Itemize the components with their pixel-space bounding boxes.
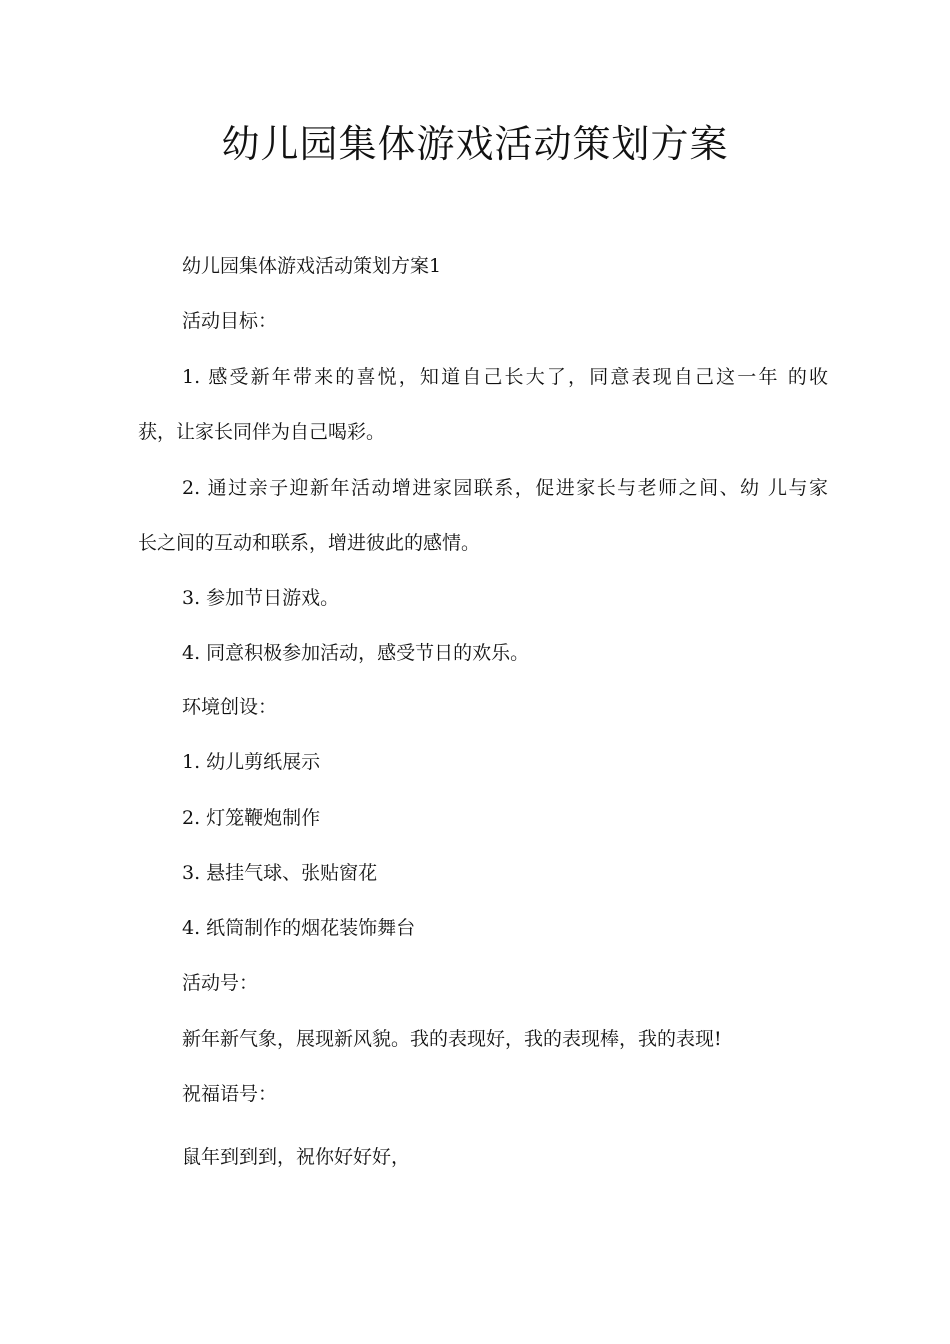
paragraph-line: 活动号：	[182, 972, 259, 994]
paragraph-line: 祝福语号：	[182, 1083, 278, 1105]
paragraph-line: 4. 同意积极参加活动，感受节日的欢乐。	[182, 642, 530, 664]
paragraph-line: 1. 幼儿剪纸展示	[182, 751, 321, 773]
paragraph-line: 1. 感受新年带来的喜悦，知道自己长大了，同意表现自己这一年 的收	[182, 366, 828, 388]
paragraph-line: 活动目标：	[182, 310, 278, 332]
paragraph-line: 4. 纸筒制作的烟花装饰舞台	[182, 917, 416, 939]
paragraph-line: 环境创设：	[182, 696, 278, 718]
paragraph-line: 2. 通过亲子迎新年活动增进家园联系，促进家长与老师之间、幼 儿与家	[182, 477, 828, 499]
paragraph-line: 新年新气象，展现新风貌。我的表现好，我的表现棒，我的表现!	[182, 1028, 722, 1050]
paragraph-line: 长之间的互动和联系，增进彼此的感情。	[138, 532, 481, 554]
paragraph-line: 3. 悬挂气球、张贴窗花	[182, 862, 378, 884]
document-title: 幼儿园集体游戏活动策划方案	[221, 122, 729, 166]
paragraph-line: 3. 参加节日游戏。	[182, 587, 340, 609]
paragraph-line: 2. 灯笼鞭炮制作	[182, 807, 321, 829]
section-heading: 幼儿园集体游戏活动策划方案1	[182, 255, 442, 277]
paragraph-line: 获，让家长同伴为自己喝彩。	[138, 421, 386, 443]
paragraph-line: 鼠年到到到，祝你好好好，	[182, 1146, 411, 1168]
